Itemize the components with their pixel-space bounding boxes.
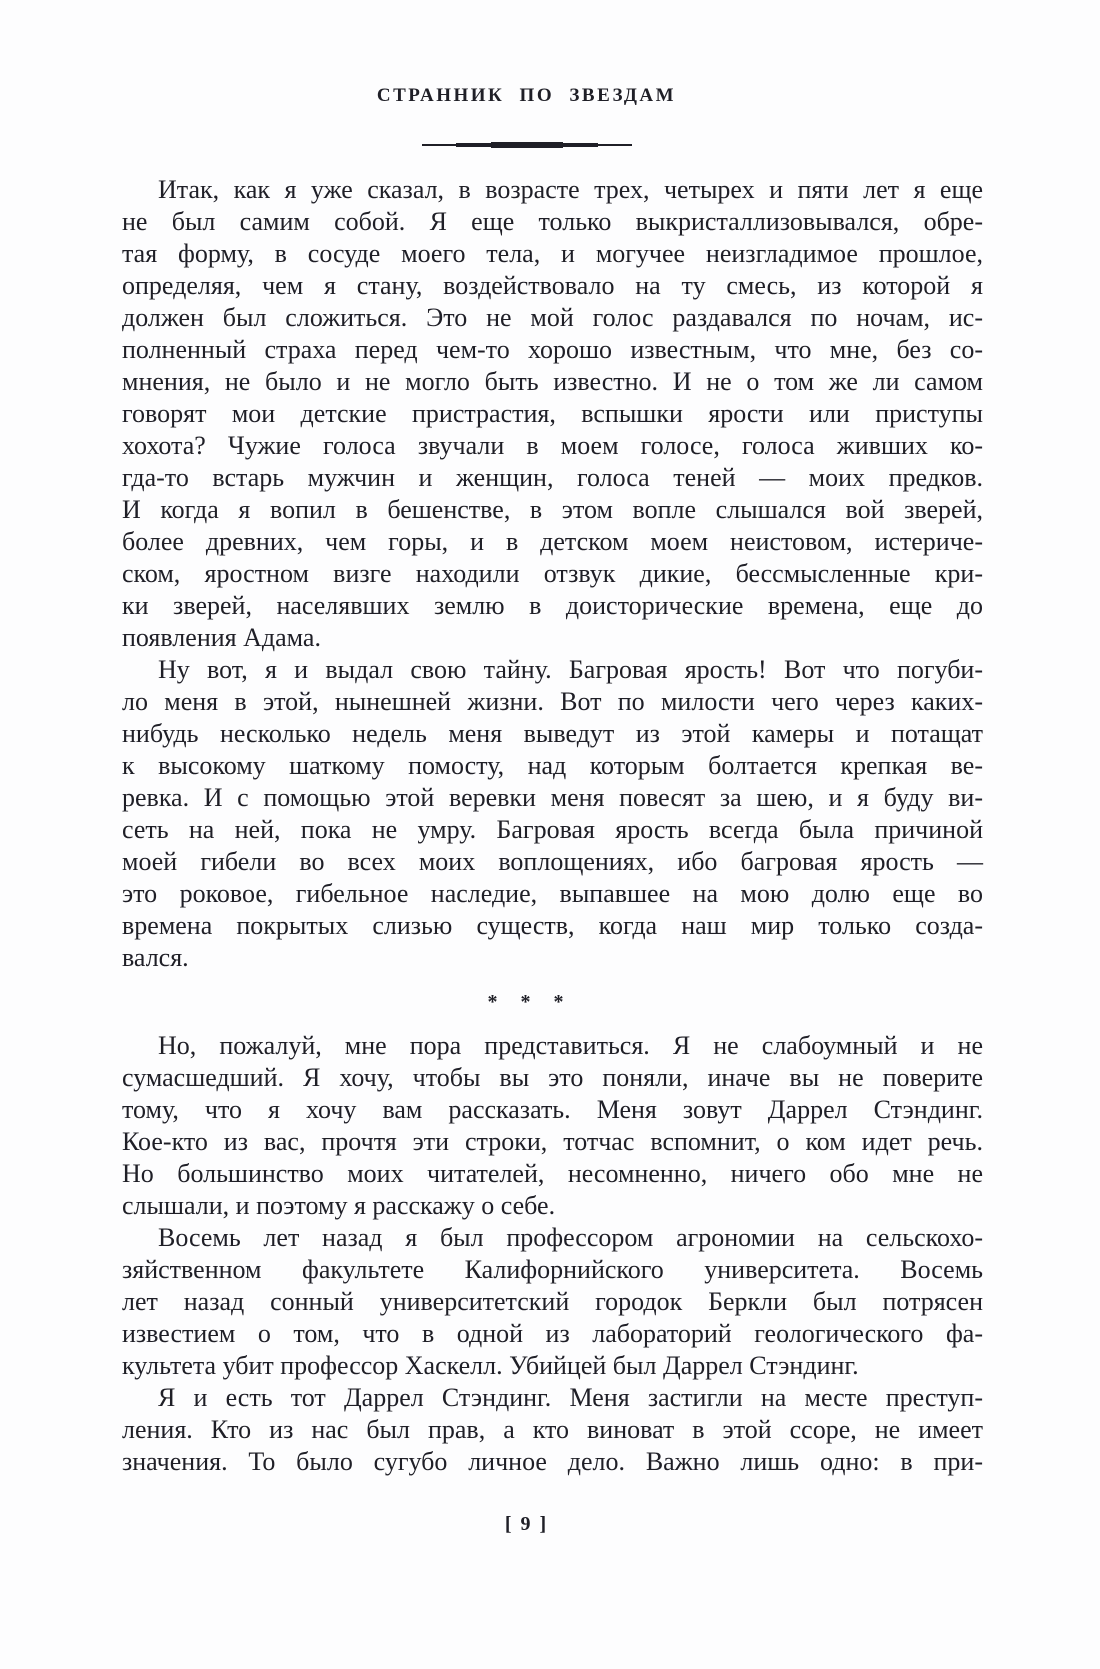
text-line: Я и есть тот Даррел Стэндинг. Меня застигли на месте преступ- bbox=[158, 1383, 983, 1412]
page-body bbox=[122, 174, 983, 1478]
running-head-title: СТРАННИК ПО ЗВЕЗДАМ bbox=[376, 85, 677, 106]
section-separator: * * * bbox=[487, 991, 566, 1013]
paragraph bbox=[122, 174, 983, 654]
text-line: более древних, чем горы, и в детском моем неистовом, истериче- bbox=[122, 527, 983, 556]
text-line: известием о том, что в одной из лабораторий геологического фа- bbox=[122, 1319, 983, 1348]
text-line: полненный страха перед чем-то хорошо известным, что мне, без со- bbox=[122, 335, 983, 364]
text-line: Восемь лет назад я был профессором агрономии на сельскохо- bbox=[158, 1223, 983, 1252]
divider-line-thick bbox=[491, 142, 563, 148]
text-line: тому, что я хочу вам рассказать. Меня зовут Даррел Стэндинг. bbox=[122, 1095, 983, 1124]
text-line: Итак, как я уже сказал, в возрасте трех, четырех и пяти лет я еще bbox=[158, 175, 983, 204]
text-line: Ну вот, я и выдал свою тайну. Багровая ярость! Вот что погуби- bbox=[158, 655, 983, 684]
text-line: значения. То было сугубо личное дело. Важно лишь одно: в при- bbox=[122, 1447, 983, 1476]
page-footer bbox=[96, 1512, 957, 1536]
text-line: культета убит профессор Хаскелл. Убийцей был Даррел Стэндинг. bbox=[122, 1351, 859, 1380]
text-line: Но большинство моих читателей, несомненно, ничего обо мне не bbox=[122, 1159, 983, 1188]
text-line: лет назад сонный университетский городок Беркли был потрясен bbox=[122, 1287, 983, 1316]
text-line: сеть на ней, пока не умру. Багровая ярость всегда была причиной bbox=[122, 815, 983, 844]
text-line: гда-то встарь мужчин и женщин, голоса теней — моих предков. bbox=[122, 463, 983, 492]
text-line: ки зверей, населявших землю в доисторические времена, еще до bbox=[122, 591, 983, 620]
text-line: к высокому шаткому помосту, над которым болтается крепкая ве- bbox=[122, 751, 983, 780]
text-line: тая форму, в сосуде моего тела, и могучее неизгладимое прошлое, bbox=[122, 239, 983, 268]
text-line: времена покрытых слизью существ, когда наш мир только созда- bbox=[122, 911, 983, 940]
text-line: Но, пожалуй, мне пора представиться. Я не слабоумный и не bbox=[158, 1031, 983, 1060]
text-line: ревка. И с помощью этой веревки меня повесят за шею, и я буду ви- bbox=[122, 783, 983, 812]
text-line: зяйственном факультете Калифорнийского университета. Восемь bbox=[122, 1255, 983, 1284]
text-line: И когда я вопил в бешенстве, в этом вопле слышался вой зверей, bbox=[122, 495, 983, 524]
paragraph bbox=[122, 654, 983, 974]
page-number: [ 9 ] bbox=[504, 1513, 549, 1535]
text-line: не был самим собой. Я еще только выкристаллизовывался, обре- bbox=[122, 207, 983, 236]
text-line: должен был сложиться. Это не мой голос раздавался по ночам, ис- bbox=[122, 303, 983, 332]
text-line: ском, яростном визге находили отзвук дикие, бессмысленные кри- bbox=[122, 559, 983, 588]
paragraph bbox=[122, 1222, 983, 1382]
text-line: определяя, чем я стану, воздействовало на ту смесь, из которой я bbox=[122, 271, 983, 300]
text-line: вался. bbox=[122, 943, 189, 972]
text-line: хохота? Чужие голоса звучали в моем голосе, голоса живших ко- bbox=[122, 431, 983, 460]
text-line: ло меня в этой, нынешней жизни. Вот по милости чего через каких- bbox=[122, 687, 983, 716]
text-line: моей гибели во всех моих воплощениях, ибо багровая ярость — bbox=[122, 847, 983, 876]
paragraph bbox=[122, 1382, 983, 1478]
text-line: Кое-кто из вас, прочтя эти строки, тотчас вспомнит, о ком идет речь. bbox=[122, 1127, 983, 1156]
text-line: слышали, и поэтому я расскажу о себе. bbox=[122, 1191, 556, 1220]
paragraph bbox=[122, 1030, 983, 1222]
text-line: нибудь несколько недель меня выведут из этой камеры и потащат bbox=[122, 719, 983, 748]
header-divider-ornament bbox=[422, 141, 632, 149]
text-line: ления. Кто из нас был прав, а кто виноват в этой ссоре, не имеет bbox=[122, 1415, 983, 1444]
text-line: сумасшедший. Я хочу, чтобы вы это поняли, иначе вы не поверите bbox=[122, 1063, 983, 1092]
page-header bbox=[122, 86, 983, 149]
text-line: мнения, не было и не могло быть известно. И не о том же ли самом bbox=[122, 367, 983, 396]
text-line: это роковое, гибельное наследие, выпавшее на мою долю еще во bbox=[122, 879, 983, 908]
text-line: появления Адама. bbox=[122, 623, 321, 652]
text-line: говорят мои детские пристрастия, вспышки ярости или приступы bbox=[122, 399, 983, 428]
